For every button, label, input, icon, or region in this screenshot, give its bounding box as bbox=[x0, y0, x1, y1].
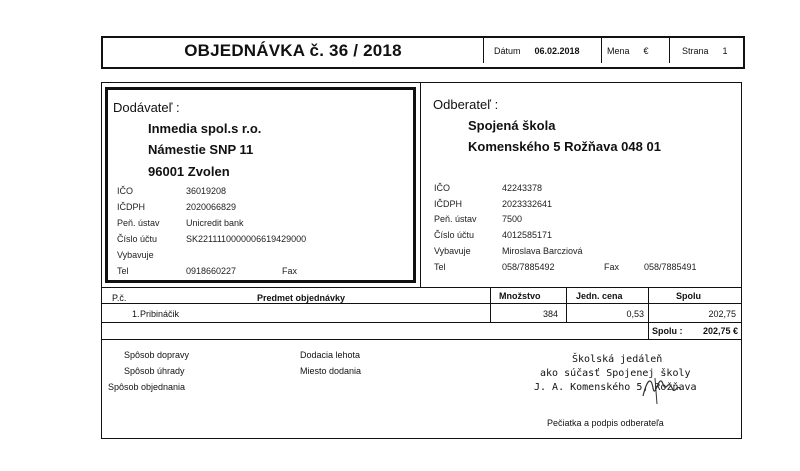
customer-fax-label: Fax bbox=[604, 262, 620, 272]
delivery-term-label: Dodacia lehota bbox=[300, 350, 361, 360]
customer-icdph-value: 2023332641 bbox=[502, 199, 553, 209]
order-header bbox=[101, 36, 745, 69]
supplier-account-label: Číslo účtu bbox=[117, 234, 158, 244]
customer-name: Spojená škola bbox=[468, 118, 556, 133]
customer-heading: Odberateľ : bbox=[433, 97, 499, 112]
supplier-account-value: SK2211110000006619429000 bbox=[186, 234, 307, 244]
stamp-caption: Pečiatka a podpis odberateľa bbox=[547, 418, 664, 428]
col-subject-header: Predmet objednávky bbox=[257, 293, 346, 303]
supplier-bank-value: Unicredit bank bbox=[186, 218, 244, 228]
currency-value: € bbox=[643, 45, 649, 56]
customer-account-label: Číslo účtu bbox=[434, 230, 475, 240]
order-title: OBJEDNÁVKA č. 36 / 2018 bbox=[184, 40, 402, 60]
delivery-method-label: Spôsob dopravy bbox=[124, 350, 190, 360]
sum-value: 202,75 € bbox=[702, 326, 738, 336]
col-no-header: P.č. bbox=[112, 293, 127, 303]
customer-fax-value: 058/7885491 bbox=[644, 262, 697, 272]
currency-label: Mena bbox=[607, 45, 630, 56]
supplier-contact-label: Vybavuje bbox=[117, 250, 154, 260]
customer-bank-label: Peň. ústav bbox=[434, 214, 477, 224]
row-subject: Pribináčik bbox=[140, 309, 180, 319]
row-qty: 384 bbox=[542, 309, 558, 319]
supplier-tel-label: Tel bbox=[117, 266, 129, 276]
supplier-street: Námestie SNP 11 bbox=[148, 142, 254, 157]
footer-block bbox=[101, 340, 742, 439]
order-method-label: Spôsob objednania bbox=[108, 382, 186, 392]
col-total-header: Spolu bbox=[676, 291, 701, 301]
supplier-icdph-label: IČDPH bbox=[117, 202, 146, 212]
supplier-heading: Dodávateľ : bbox=[113, 100, 180, 115]
supplier-icdph-value: 2020066829 bbox=[186, 202, 237, 212]
date-label: Dátum bbox=[494, 45, 521, 56]
delivery-place-label: Miesto dodania bbox=[300, 366, 362, 376]
page-label: Strana bbox=[682, 45, 709, 56]
col-qty-header: Množstvo bbox=[499, 291, 541, 301]
customer-contact-label: Vybavuje bbox=[434, 246, 471, 256]
supplier-box bbox=[105, 87, 416, 283]
items-table bbox=[101, 288, 742, 340]
customer-tel-value: 058/7885492 bbox=[502, 262, 555, 272]
payment-method-label: Spôsob úhrady bbox=[124, 366, 185, 376]
page-cell bbox=[669, 38, 739, 63]
supplier-tel-value: 0918660227 bbox=[186, 266, 237, 276]
row-unit-price: 0,53 bbox=[626, 309, 644, 319]
customer-account-value: 4012585171 bbox=[502, 230, 553, 240]
supplier-bank-label: Peň. ústav bbox=[117, 218, 160, 228]
customer-ico-label: IČO bbox=[434, 183, 451, 193]
supplier-ico-value: 36019208 bbox=[186, 186, 227, 196]
page-value: 1 bbox=[722, 45, 728, 56]
stamp-line-2: ako súčasť Spojenej školy bbox=[540, 368, 691, 379]
col-unit-price-header: Jedn. cena bbox=[576, 291, 623, 301]
customer-address: Komenského 5 Rožňava 048 01 bbox=[468, 139, 661, 154]
row-no: 1. bbox=[132, 309, 140, 319]
stamp-line-3: J. A. Komenského 5, Rožňava bbox=[534, 382, 697, 393]
customer-box bbox=[421, 82, 741, 288]
row-total: 202,75 bbox=[708, 309, 736, 319]
supplier-city: 96001 Zvolen bbox=[148, 164, 230, 179]
customer-tel-label: Tel bbox=[434, 262, 446, 272]
header-rule bbox=[102, 303, 741, 304]
customer-contact-value: Miroslava Barcziová bbox=[502, 246, 583, 256]
date-cell bbox=[483, 38, 601, 63]
stamp-line-1: Školská jedáleň bbox=[572, 354, 663, 365]
customer-ico-value: 42243378 bbox=[502, 183, 543, 193]
row-rule bbox=[102, 322, 741, 323]
supplier-name: Inmedia spol.s r.o. bbox=[148, 121, 262, 136]
currency-cell bbox=[601, 38, 669, 63]
date-value: 06.02.2018 bbox=[534, 45, 580, 56]
customer-icdph-label: IČDPH bbox=[434, 199, 463, 209]
supplier-fax-label: Fax bbox=[282, 266, 298, 276]
sum-label: Spolu : bbox=[652, 326, 683, 336]
customer-bank-value: 7500 bbox=[502, 214, 523, 224]
supplier-ico-label: IČO bbox=[117, 186, 134, 196]
signature-scribble bbox=[637, 366, 687, 408]
